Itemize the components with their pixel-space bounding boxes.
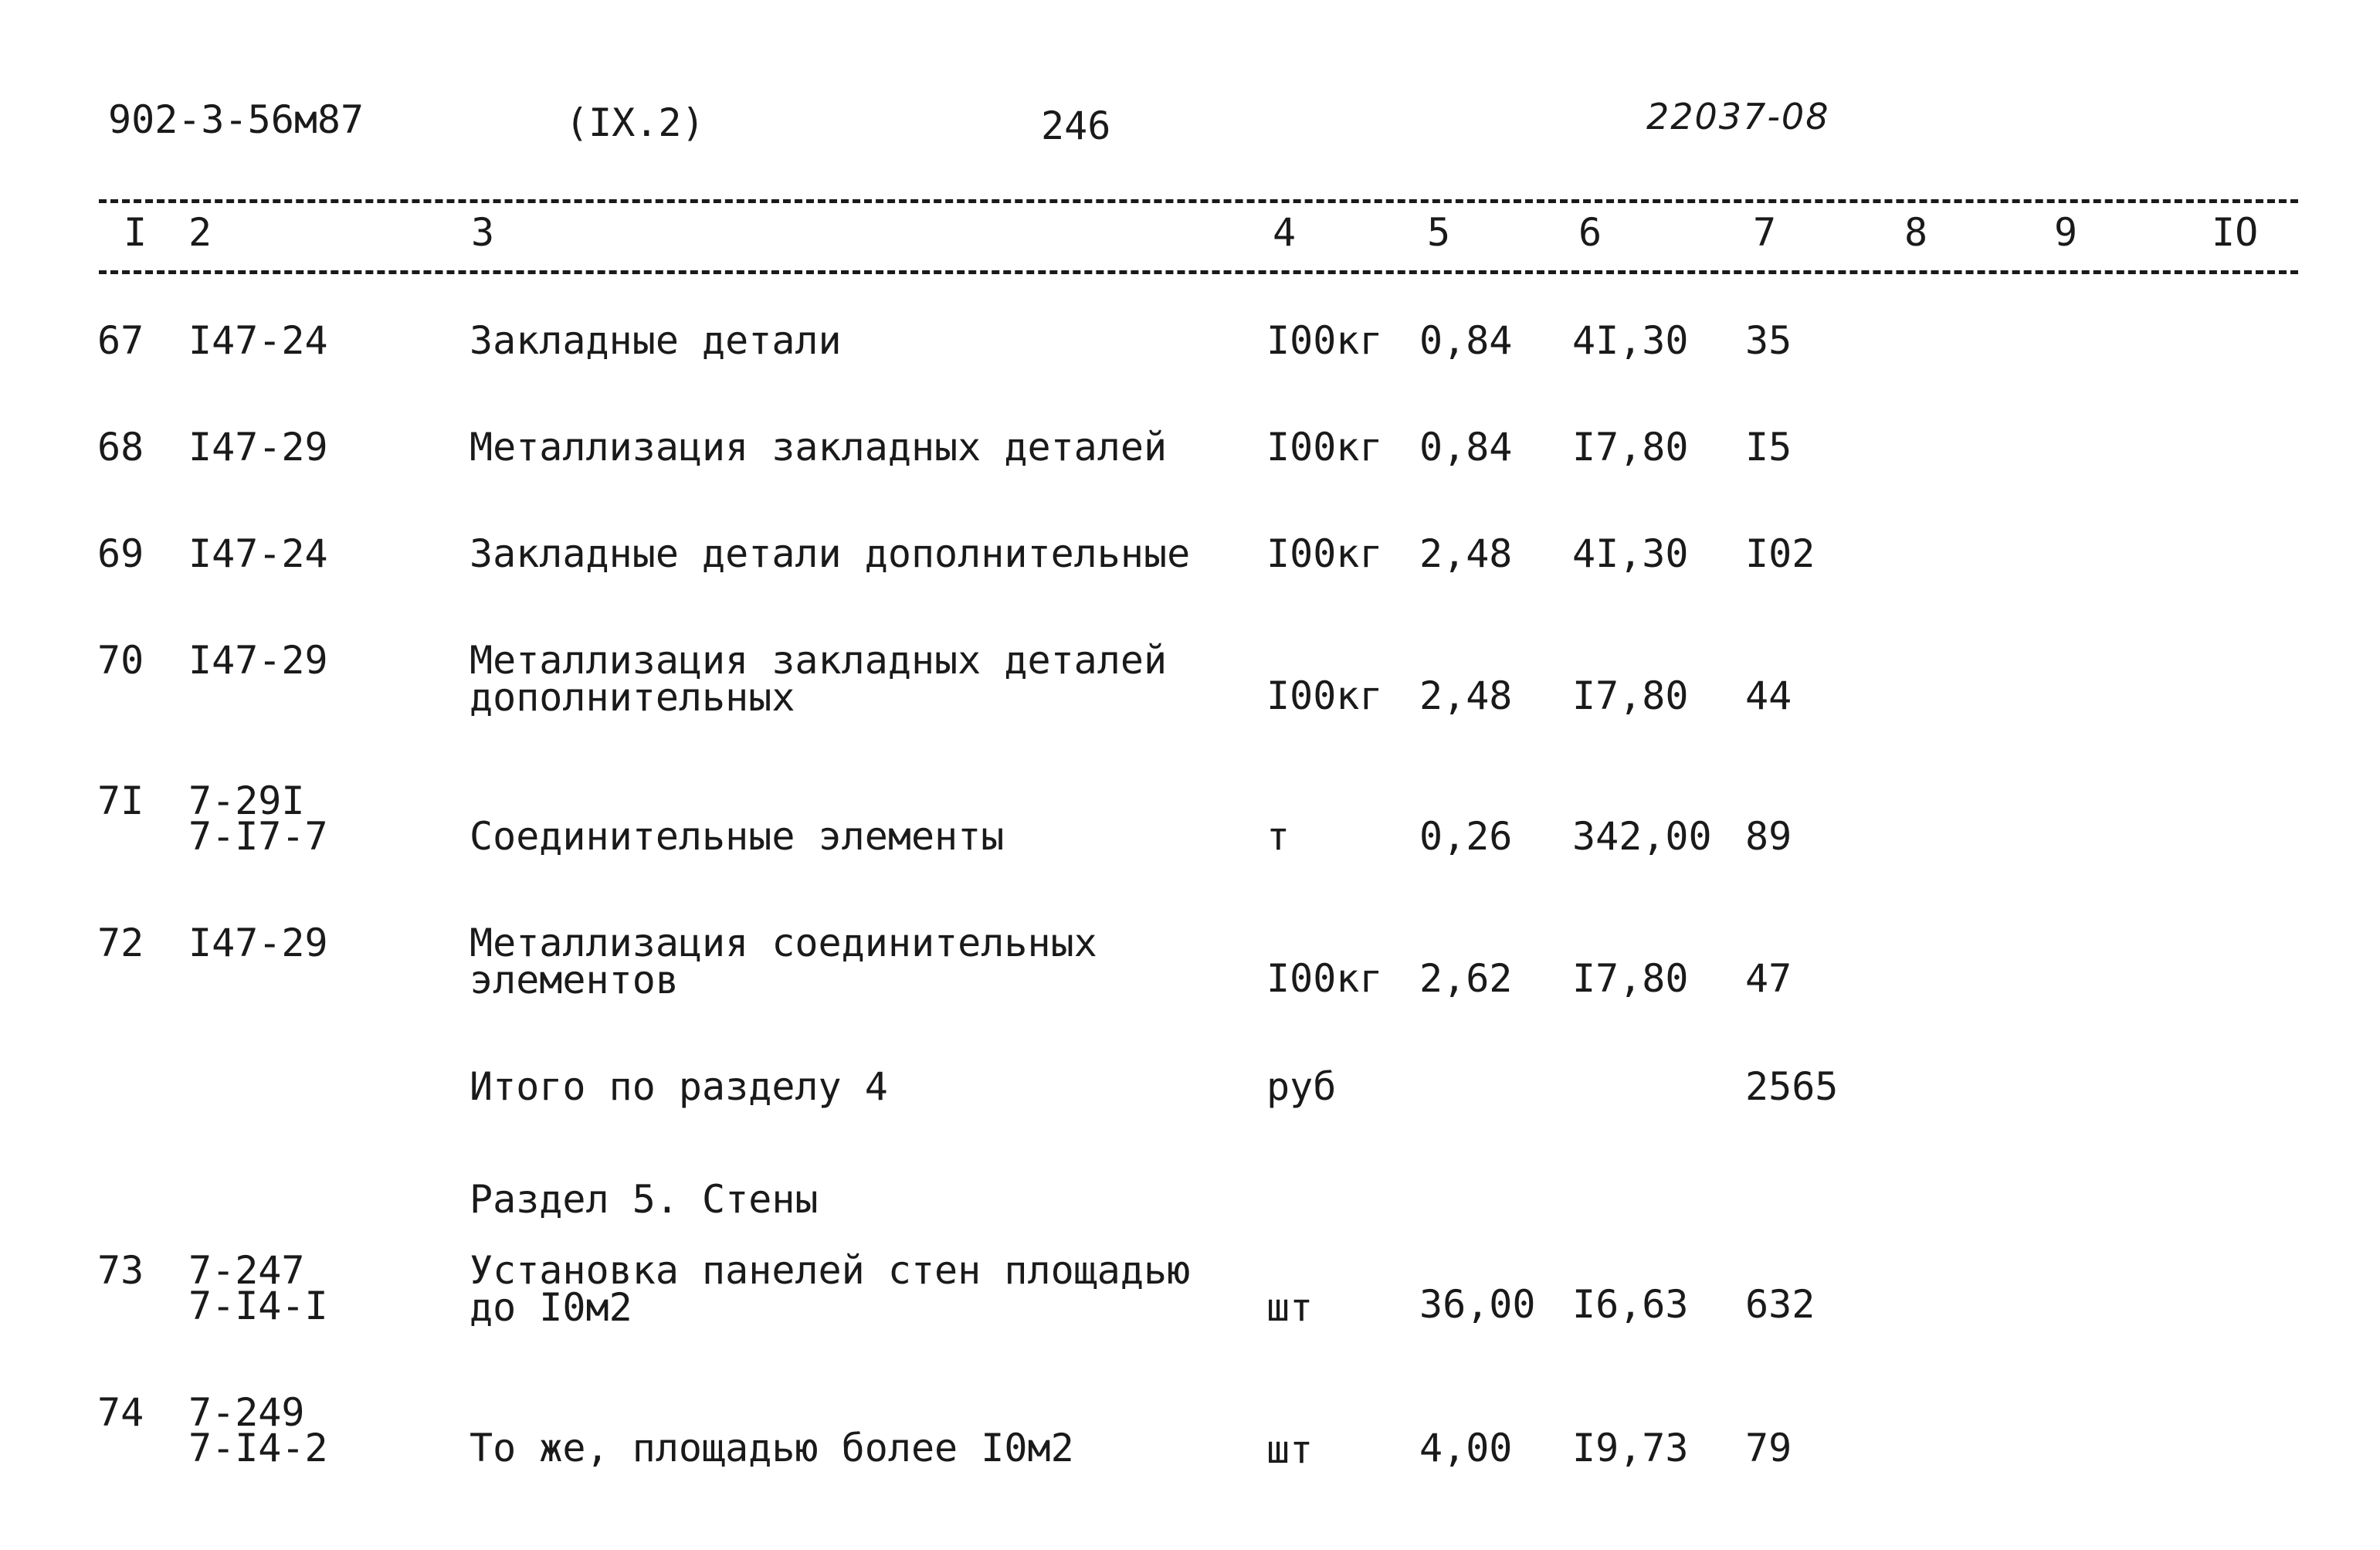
unit-price: I7,80	[1572, 673, 1689, 718]
table-row	[0, 425, 2380, 482]
norm-code: I47-29	[188, 638, 328, 683]
norm-code-secondary: 7-I4-I	[188, 1284, 328, 1328]
quantity: 2,62	[1419, 956, 1513, 1001]
work-description: Соединительные элементы	[470, 814, 1005, 859]
column-number: 7	[1753, 210, 1777, 255]
work-description: Закладные детали	[470, 318, 842, 363]
row-number: 69	[97, 531, 144, 576]
quantity: 36,00	[1419, 1282, 1536, 1327]
table-row	[0, 318, 2380, 375]
header-divider-top	[99, 199, 2298, 203]
total-cost: 79	[1745, 1426, 1792, 1470]
quantity: 4,00	[1419, 1426, 1513, 1470]
row-number: 7I	[97, 778, 144, 823]
row-number: 73	[97, 1248, 144, 1293]
norm-code-secondary: 7-I4-2	[188, 1426, 328, 1470]
unit: шт	[1266, 1427, 1314, 1472]
inventory-stamp: 22037-08	[1646, 96, 1830, 137]
column-number: 4	[1273, 210, 1297, 255]
total-cost: 47	[1745, 956, 1792, 1001]
unit-price: I7,80	[1572, 956, 1689, 1001]
subtotal-label: Итого по разделу 4	[470, 1064, 888, 1109]
unit-price: 4I,30	[1572, 318, 1689, 363]
unit: I00кг	[1266, 673, 1383, 718]
quantity: 2,48	[1419, 673, 1513, 718]
work-description: Установка панелей стен площадью	[470, 1248, 1191, 1293]
header-divider-bottom	[99, 270, 2298, 274]
total-cost: 44	[1745, 673, 1792, 718]
unit-price: I9,73	[1572, 1426, 1689, 1470]
norm-code: I47-29	[188, 425, 328, 470]
work-description: Металлизация соединительных	[470, 921, 1097, 965]
document-code: 902-3-56м87	[108, 97, 364, 142]
norm-code: 7-247	[188, 1248, 305, 1293]
subtotal-total: 2565	[1745, 1064, 1839, 1109]
unit-price: 342,00	[1572, 814, 1712, 859]
work-description: Металлизация закладных деталей	[470, 638, 1168, 683]
unit: I00кг	[1266, 956, 1383, 1001]
table-row	[0, 921, 2380, 1032]
column-number: 5	[1427, 210, 1451, 255]
work-description-continued: дополнительных	[470, 675, 795, 720]
unit: I00кг	[1266, 425, 1383, 470]
work-description-continued: элементов	[470, 958, 679, 1002]
subtotal-row	[0, 1064, 2380, 1121]
quantity: 0,84	[1419, 318, 1513, 363]
work-description-continued: до I0м2	[470, 1285, 632, 1330]
total-cost: 632	[1745, 1282, 1816, 1327]
section-title: Раздел 5. Стены	[470, 1177, 819, 1222]
row-number: 68	[97, 425, 144, 470]
table-row	[0, 1248, 2380, 1359]
column-number: 6	[1578, 210, 1602, 255]
row-number: 72	[97, 921, 144, 965]
quantity: 0,84	[1419, 425, 1513, 470]
work-description: То же, площадью более I0м2	[470, 1426, 1074, 1470]
total-cost: I02	[1745, 531, 1816, 576]
column-number: IO	[2212, 210, 2259, 255]
unit-price: I6,63	[1572, 1282, 1689, 1327]
norm-code: 7-29I	[188, 778, 305, 823]
unit: т	[1266, 814, 1290, 859]
quantity: 0,26	[1419, 814, 1513, 859]
total-cost: 35	[1745, 318, 1792, 363]
column-number: 3	[471, 210, 495, 255]
table-row	[0, 531, 2380, 588]
row-number: 74	[97, 1390, 144, 1435]
norm-code: I47-29	[188, 921, 328, 965]
norm-code: I47-24	[188, 531, 328, 576]
section-reference: (IX.2)	[565, 100, 705, 145]
unit: шт	[1266, 1285, 1314, 1330]
unit: I00кг	[1266, 531, 1383, 576]
total-cost: I5	[1745, 425, 1792, 470]
norm-code: 7-249	[188, 1390, 305, 1435]
column-number: I	[124, 210, 147, 255]
work-description: Металлизация закладных деталей	[470, 425, 1168, 470]
table-row	[0, 1390, 2380, 1501]
page-number: 246	[1041, 103, 1111, 148]
unit-price: 4I,30	[1572, 531, 1689, 576]
work-description: Закладные детали дополнительные	[470, 531, 1191, 576]
total-cost: 89	[1745, 814, 1792, 859]
column-number: 2	[188, 210, 212, 255]
unit-price: I7,80	[1572, 425, 1689, 470]
row-number: 70	[97, 638, 144, 683]
unit: I00кг	[1266, 318, 1383, 363]
norm-code-secondary: 7-I7-7	[188, 814, 328, 859]
table-row	[0, 778, 2380, 890]
subtotal-unit: руб	[1266, 1064, 1337, 1109]
column-number: 9	[2054, 210, 2078, 255]
norm-code: I47-24	[188, 318, 328, 363]
quantity: 2,48	[1419, 531, 1513, 576]
table-row	[0, 638, 2380, 749]
column-number: 8	[1904, 210, 1928, 255]
row-number: 67	[97, 318, 144, 363]
